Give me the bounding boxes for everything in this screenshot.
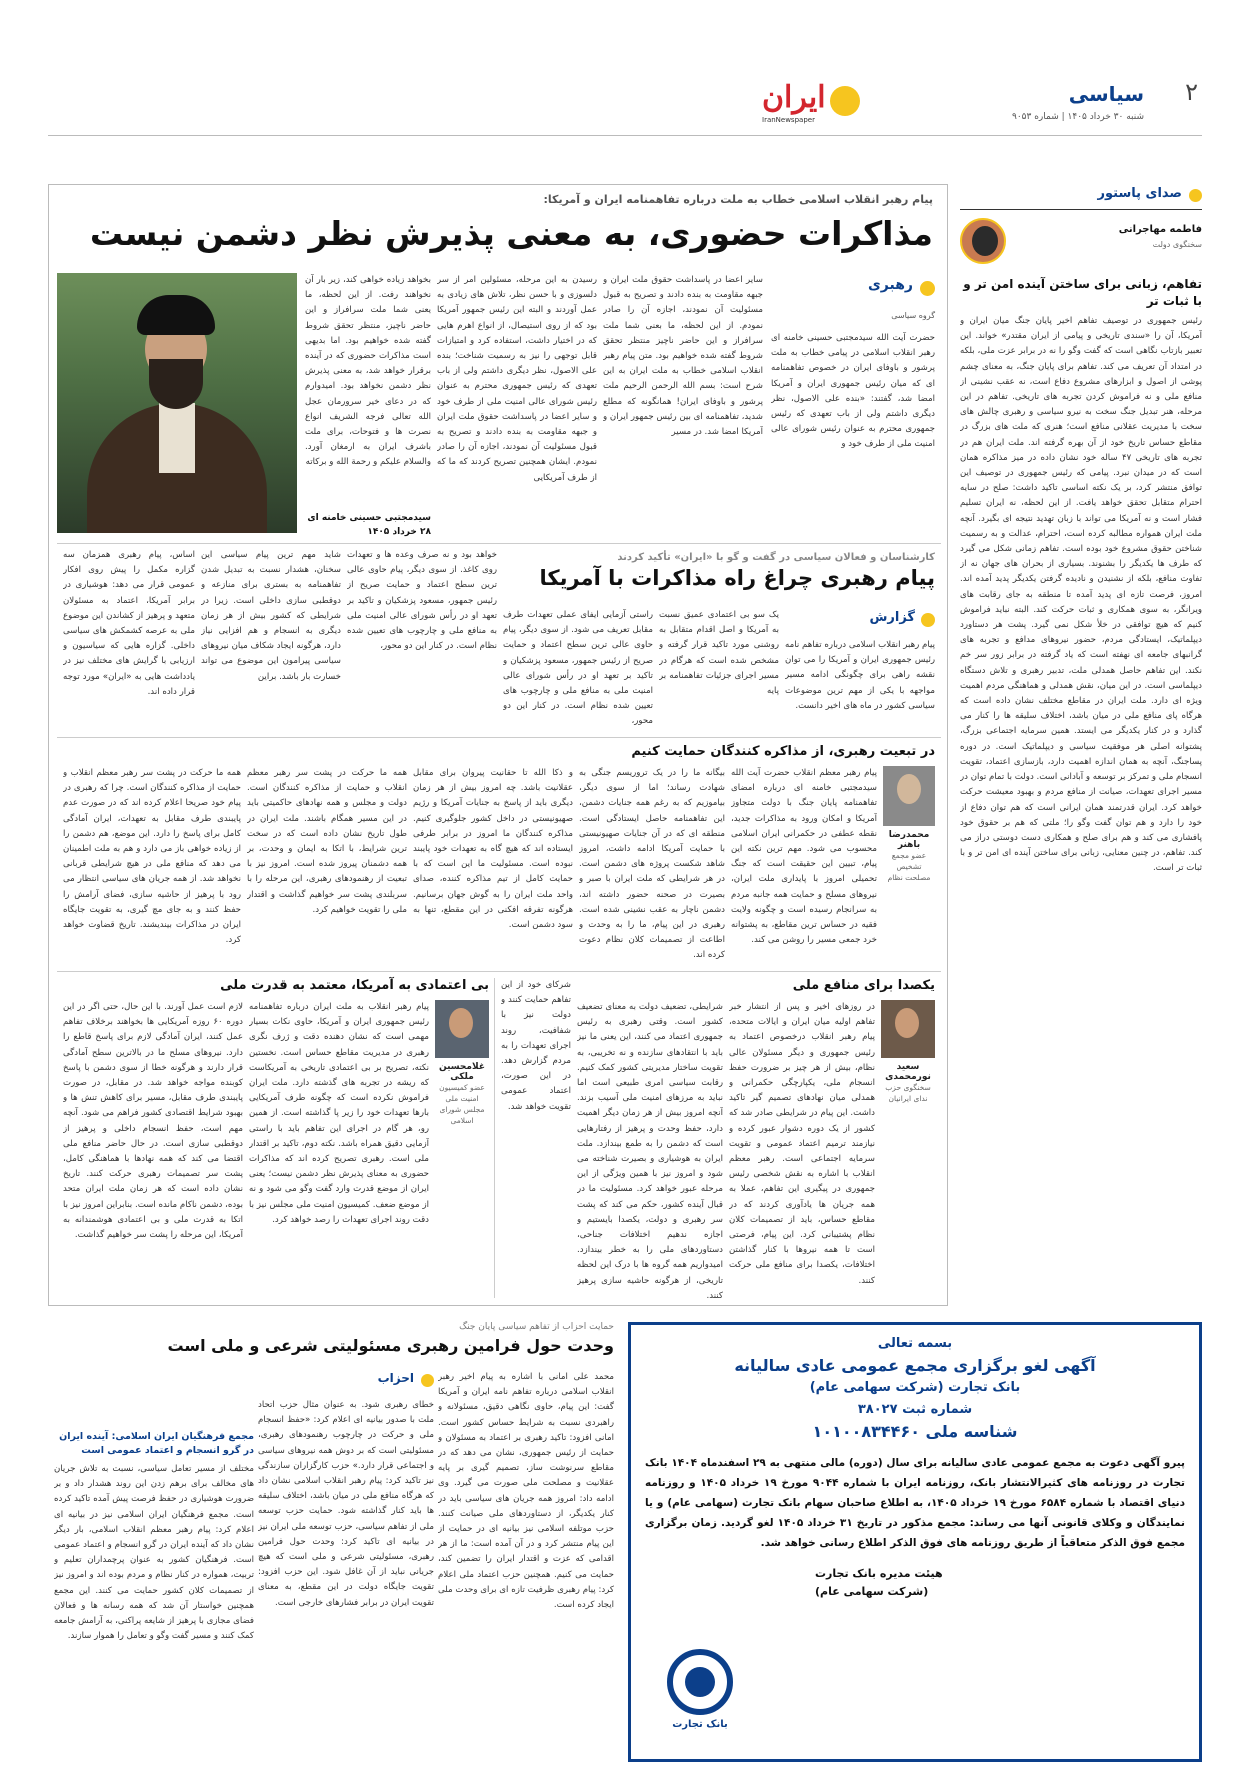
article-column: حضرت آیت الله سیدمجتبی حسینی خامنه ای رهبر انقلاب اسلامی در پیامی خطاب به ملت پرشور و باوفای ایران در خصوص تفاهمنامه ای که میان رئیس جمهوری ایران و آمریکا امضا شد، گفتند: «بنده علی الاصول، نظر دیگری داشتم ولی از باب تعهدی که رئیس جمهوری محترم به عنوان رئیس شورای عالی امنیت ملی از طرف خود و bbox=[771, 333, 935, 450]
sun-bullet-icon bbox=[920, 281, 935, 296]
article-column: شرکای خود از این تفاهم حمایت کنند و دولت نیز با شفافیت، روند اجرای تعهدات را به مردم گزارش دهد. در این صورت، اعتماد عمومی تقویت خواهد شد. bbox=[501, 980, 571, 1112]
label-text: احزاب bbox=[377, 1371, 414, 1385]
article-column: شاید مهم ترین پیام سیاسی این سخنان، هشدار نسبت به تبدیل شدن تفاهمنامه به بستری برای منازعه و دوقطبی سازی داخلی است. زیرا در شرایطی که کشور بیش از هر زمان دیگری به انسجام و هم افزایی نیاز دارد، هرگونه ایجاد شکاف میان نیروهای سیاسی پیرامون این موضوع می تواند خسارت بار باشد. براین bbox=[201, 550, 341, 682]
author-byline bbox=[881, 1000, 935, 1150]
article-column: بخواهد زیاده خواهی کند، زیر بار آن نخواهند رفت. از این لحظه، ما یعنی شما ملت سرافراز و این حاضر ناچیز، منتظر تحقق شروط گفته شده خواهیم بود. اما بدیهی است مذاکرات حضوری که در آینده برقرار خواهد شد، به معنی پذیرش نظر دشمن نخواهد بود. امیدوارم که در دعای خیر سرورمان عجل الله تعالی فرجه الشریف انواع نصرت ها و فتوحات، برای ملت باشرف ایران به ارمغان آورد. والسلام علیکم و رحمة الله و برکاته bbox=[305, 275, 431, 468]
report-kicker: کارشناسان و فعالان سیاسی در گفت و گو با «ایران» تأکید کردند bbox=[617, 552, 935, 563]
author-role: عضو مجمع تشخیص مصلحت نظام bbox=[887, 851, 931, 882]
author-name: غلامحسین ملکی bbox=[439, 1062, 485, 1082]
article-column: همه ما حرکت در پشت سر رهبر معظم انقلاب و حمایت از مذاکره کنندگان است. چرا که رهبری در پیام خود صریحا اعلام کرده اند که در صورت عدم پایبندی طرف مقابل به تعهدات، ایران آمادگی کامل برای پاسخ را دارد. این موضع، هم دشمن را از زیاده خواهی باز می دارد و هم به ملت اطمینان می دهد که منافع ملی در هیچ شرایطی قربانی نخواهد شد. از همه جریان های سیاسی انتظار می رود با پرهیز از حاشیه سازی، فضای آرامش را حفظ کنند و به جای مچ گیری، به تقویت جایگاه ایران در مذاکرات بیندیشند. تاریخ قضاوت خواهد کرد. bbox=[63, 768, 241, 946]
article-column: در روزهای اخیر و پس از انتشار خبر تفاهم اولیه میان ایران و ایالات متحده، پیام رهبر انقلاب درخصوص اعتماد به رئیس جمهوری و دیگر مسئولان عالی نظام، بیش از هر چیز بر ضرورت حفظ انسجام ملی، یکپارچگی حکمرانی و همدلی میان نهادهای تصمیم گیر تاکید داشت. این پیام در شرایطی صادر شد که کشور از یک دوره دشوار عبور کرده و نیازمند ترمیم اعتماد عمومی و تقویت سرمایه اجتماعی است. رهبر معظم انقلاب با اشاره به نقش شخصی رئیس جمهوری در پیگیری این تفاهم، عملا به همه جریان ها یادآوری کردند که در مقاطع حساس، باید از تصمیمات کلان نظام پشتیبانی کرد. این پیام، فرصتی است تا همه نیروها با کنار گذاشتن اختلافات، یکصدا برای منافع ملی حرکت کنند. bbox=[729, 1002, 875, 1286]
article-text: مختلف از مسیر تعامل سیاسی، نسبت به تلاش جریان های مخالف برای برهم زدن این روند هشدار داد و بر ضرورت هوشیاری در حفظ فرصت پیش آمده تاکید کرده است. مجمع فرهنگیان ایران اسلامی نیز در بیانیه ای اعلام کرد: پیام رهبر معظم انقلاب اسلامی، بار دیگر نشان داد که آینده ایران در گرو انسجام و اعتماد عمومی است. فرهنگیان کشور به عنوان پرچمداران تعلیم و تربیت، همواره در کنار نظام و مردم بوده اند و امروز نیز از تصمیمات کلان کشور حمایت می کنند. این مجمع همچنین خواستار آن شد که همه رسانه ها و فعالان فضای مجازی با پرهیز از شایعه پراکنی، به آرامش جامعه کمک کنند و مسیر گفت وگو و تعامل را هموار سازند. bbox=[54, 1464, 254, 1642]
article-column: شرایطی، تضعیف دولت به معنای تضعیف کشور است. وقتی رهبری به رئیس جمهوری اعتماد می کنند، این یعنی ما نیز باید با انتقادهای سازنده و نه تخریبی، به تقویت ساختار مدیریتی کشور کمک کنیم. رقابت سیاسی امری طبیعی است اما نباید به مرزهای امنیت ملی آسیب بزند. آنچه امروز بیش از هر زمان دیگر اهمیت دارد، حفظ وحدت و پرهیز از رفتارهایی است که دشمن را به طمع بیندازد. ملت ایران به هوشیاری و بصیرت شناخته می شود و امروز نیز با همین ویژگی از این مرحله عبور خواهد کرد. مسئولیت ما در قبال آینده کشور، حکم می کند که پشت سر رهبری و دولت، یکصدا بایستیم و اجازه ندهیم اختلافات جناحی، دستاوردهای ملی را به خطر بیندازد. امیدواریم همه گروه ها با درک این لحظه تاریخی، از هرگونه حاشیه سازی پرهیز کنند. bbox=[577, 1002, 723, 1300]
ad-title: آگهی لغو برگزاری مجمع عمومی عادی سالیانه bbox=[734, 1356, 1096, 1375]
avatar bbox=[960, 218, 1006, 264]
logo-wordmark: ایران bbox=[762, 80, 826, 115]
main-headline[interactable]: مذاکرات حضوری، به معنی پذیرش نظر دشمن نیست bbox=[89, 214, 933, 253]
bank-emblem-icon bbox=[667, 1649, 733, 1715]
leader-photo[interactable] bbox=[57, 273, 297, 533]
section-label bbox=[324, 1370, 434, 1392]
author-role: سخنگوی حزب ندای ایرانیان bbox=[885, 1083, 931, 1103]
sun-bullet-icon bbox=[921, 613, 935, 627]
author-name: سعید نورمحمدی bbox=[885, 1062, 931, 1082]
photo-beard bbox=[149, 359, 203, 409]
page-number: ۲ bbox=[1185, 78, 1198, 106]
headline-kicker: پیام رهبر انقلاب اسلامی خطاب به ملت درباره تفاهمنامه ایران و آمریکا: bbox=[543, 193, 933, 206]
column-label: صدای پاستور bbox=[1097, 186, 1182, 201]
label-text: گزارش bbox=[869, 610, 915, 625]
bank-notice-ad[interactable] bbox=[628, 1322, 1202, 1762]
main-feature-box bbox=[48, 184, 948, 1306]
author-byline bbox=[435, 1000, 489, 1150]
author-byline bbox=[960, 218, 1202, 270]
parties-news bbox=[48, 1322, 618, 1762]
article-column: سایر اعضا در پاسداشت حقوق ملت ایران و جبهه مقاومت به بنده دادند و تصریح به قبول مسئولیت آن نمودند، اجازه آن را صادر نمودم. از این لحظه، ما بعنی شما ملت سرافراز و این حاضر ناچیز منتظر تحقق شروط گفته شده خواهیم بود. متن پیام رهبر انقلاب اسلامی خطاب به ملت ایران به این شرح است: بسم الله الرحمن الرحیم ملت پرشور و باوفای ایران! همانگونه که مطلع شدید، تفاهمنامه ای بین رئیس جمهور ایران و آمریکا امضا شد. در مسیر bbox=[603, 275, 763, 438]
article-column: بیگانه ما را در یک تروریسم جنگی به شهادت رساند؛ اما از سوی دیگر، بیاموزیم که به رغم همه جنایات دشمن، این تفاهمنامه حاصل ایستادگی است. منطقه ای که در آن جنایات صهیونیستی با حمایت آمریکا ادامه داشت، امروز شاهد شکست پروژه های دشمن است. در هر شرایطی که ملت ایران با صبر و بصیرت در صحنه حضور داشته اند، دشمن ناچار به عقب نشینی شده است. رهبری در این پیام، ما را به وحدت و اطاعت از تصمیمات کلان نظام دعوت کرده اند. bbox=[579, 768, 725, 961]
sun-bullet-icon bbox=[1189, 189, 1202, 202]
report-title[interactable]: پیام رهبری چراغ راه مذاکرات با آمریکا bbox=[539, 566, 935, 590]
article-column bbox=[54, 1370, 254, 1760]
opinion-title[interactable]: بی اعتمادی به آمریکا، معتمد به قدرت ملی bbox=[220, 978, 489, 993]
news-kicker: حمایت احزاب از تفاهم سیاسی پایان جنگ bbox=[459, 1322, 614, 1332]
opinion-title[interactable]: یکصدا برای منافع ملی bbox=[792, 978, 935, 993]
ad-body: پیرو آگهی دعوت به مجمع عمومی عادی سالیانه برای سال (دوره) مالی منتهی به ۲۹ اسفندماه ۱۴۰۴ بانک تجارت در روزنامه های کثیرالانتشار بانک، روزنامه ایران با شماره ۹۰۴۴ مورخ ۱۹ خرداد ۱۴۰۵ و روزنامه دنیای اقتصاد با شماره ۶۵۸۴ مورخ ۱۹ خرداد ۱۴۰۵، به اطلاع صاحبان سهام بانک تجارت (سهامی عام) و یا نمایندگان و وکلای قانونی آنها می رساند: مجمع مذکور در تاریخ ۳۱ خرداد ۱۴۰۵ لغو گردید. زمان برگزاری مجمع فوق الذکر متعاقباً از طریق روزنامه های فوق الذکر اطلاع رسانی خواهد شد. bbox=[645, 1457, 1185, 1549]
author-photo bbox=[883, 766, 935, 826]
sub-headline[interactable]: مجمع فرهنگیان ایران اسلامی: آینده ایران در گرو انسجام و اعتماد عمومی است bbox=[59, 1431, 254, 1456]
newspaper-logo[interactable] bbox=[758, 80, 868, 128]
author-name: فاطمه مهاجرانی bbox=[1118, 224, 1202, 235]
signature-name: سیدمجتبی حسینی خامنه ای bbox=[307, 513, 431, 523]
article-column: و ذکا الله تا حقانیت پیروان برای مقابل عقلانیت باشد. چه امروز بیش از هر زمان دیگری باید از پاسخ به جنایات آمریکا و رژیم صهیونیستی در داخل کشور جلوگیری کنیم. مذاکره کنندگان ما امروز در برابر طرفی ایستاده اند که هیچ گاه به تعهدات خود پایبند نبوده است. مسئولیت ما این است که با حمایت کامل از تیم مذاکره کننده، صدای واحد ملت ایران را به گوش جهان برسانیم. هرگونه تفرقه افکنی در این مقطع، تنها به سود دشمن است. bbox=[413, 768, 573, 931]
ad-signature bbox=[645, 1565, 1185, 1601]
sun-icon bbox=[830, 86, 860, 116]
author-photo bbox=[435, 1000, 489, 1058]
column-header bbox=[960, 184, 1202, 210]
article-column: یک سو بی اعتمادی عمیق نسبت به آمریکا و اصل اقدام متقابل به روشنی مورد تاکید قرار گرفته و مشخص شده است که هرگام در مسیر اجرای جزئیات تفاهمنامه بر پایه bbox=[659, 610, 779, 697]
sun-bullet-icon bbox=[421, 1374, 434, 1387]
section-label bbox=[771, 271, 935, 320]
ad-line: بسمه تعالی bbox=[877, 1336, 953, 1351]
author-byline bbox=[883, 766, 935, 956]
label-text: رهبری bbox=[867, 277, 913, 293]
article-column: همه ما حرکت در پشت سر رهبر معظم انقلاب و حمایت از مذاکره کنندگان است. دولت و مجلس و همه نهادهای حاکمیتی باید در این مسیر همگام باشند. ملت ایران در طول تاریخ نشان داده است که در سخت ترین شرایط، با اتکا به ایمان و وحدت، بر همه دشمنان پیروز شده است. امروز نیز با تبعیت از رهنمودهای رهبری، این مرحله را با سربلندی پشت سر خواهیم گذاشت و اقتدار ملی را تقویت خواهیم کرد. bbox=[247, 768, 407, 915]
section-label bbox=[795, 608, 935, 632]
photo-turban bbox=[137, 295, 215, 335]
author-photo bbox=[881, 1000, 935, 1058]
author-role: سخنگوی دولت bbox=[1152, 240, 1202, 249]
photo-collar bbox=[159, 403, 195, 473]
article-column: اساس، پیام رهبری همزمان سه گزاره مکمل را پیش روی افکار عمومی قرار می دهد: هوشیاری در برابر آمریکا، اعتماد به مسئولان متعهد و پرهیز از کشاندن این موضوع ملی به عرصه کشمکش های سیاسی داخلی. گزاره هایی که سیاسیون و ارزیابی با گرایش های مختلف نیز در یادداشت هایی به «ایران» مورد توجه قرار داده اند. bbox=[63, 550, 195, 697]
bank-logo-text: بانک تجارت bbox=[672, 1719, 728, 1730]
article-column: رسیدن به این مرحله، مسئولین امر از سر دلسوزی و با حسن نظر، تلاش های زیادی به عمل آوردند و البته این رئیس جمهور آمریکا بود که از روی استیصال، از انواع اهرم هایی که در اختیار داشت، استفاده کرد و امتیازات قابل توجهی را نیز به رسمیت شناخت؛ بنده علی الاصول، نظر دیگری داشتم ولی از باب تعهدی که رئیس جمهوری محترم به عنوان رئیس شورای عالی امنیت ملی از طرف خود و سایر اعضا در پاسداشت حقوق ملت ایران و جبهه مقاومت به بنده دادند و تصریح به قبول مسئولیت آن نمودند، اجازه آن را صادر نمودم. ایشان همچنین تصریح کردند که ما که از طرف آمریکایی bbox=[437, 275, 597, 483]
news-title[interactable]: وحدت حول فرامین رهبری مسئولیتی شرعی و ملی است bbox=[167, 1336, 614, 1355]
ad-line: شماره ثبت ۳۸۰۲۷ bbox=[857, 1402, 973, 1417]
signature bbox=[305, 511, 431, 539]
article-column: محمد علی امانی با اشاره به پیام اخیر رهبر انقلاب اسلامی درباره تفاهم نامه ایران و آمریکا گفت: این پیام، حاوی نگاهی دقیق، مسئولانه و راهبردی نسبت به شرایط حساس کشور است. امانی افزود: تاکید رهبری بر اعتماد به مسئولان و حمایت از رئیس جمهوری، نشان می دهد که در مقاطع سرنوشت ساز، تصمیم گیری بر پایه عقلانیت و مصلحت ملی صورت می گیرد. وی ادامه داد: امروز همه جریان های سیاسی باید در کنار یکدیگر، از دستاوردهای ملی صیانت کنند. حزب موتلفه اسلامی نیز بیانیه ای در حمایت از این پیام منتشر کرد و در آن آمده است: ما از هر اقدامی که عزت و اقتدار ایران را تضمین کند، حمایت می کنیم. همچنین حزب اعتماد ملی اعلام کرد: پیام رهبری ظرفیت تازه ای برای وحدت ملی ایجاد کرده است. bbox=[438, 1372, 614, 1611]
date-line: شنبه ۳۰ خرداد ۱۴۰۵ | شماره ۹۰۵۳ bbox=[1012, 112, 1144, 122]
section-name: سیاسی bbox=[1068, 82, 1144, 106]
article-column: لازم است عمل آورند. با این حال، حتی اگر در این دوره ۶۰ روزه آمریکایی ها بخواهند برخلاف تفاهم عمل کنند، ایران آمادگی لازم برای پاسخ قاطع را دارد. نیروهای مسلح ما در بالاترین سطح آمادگی قرار دارند و هرگونه خطا از سوی دشمن با پاسخ کوبنده مواجه خواهد شد. در مقابل، در صورت پایبندی طرف مقابل، مسیر برای کاهش تنش ها و بهبود شرایط اقتصادی کشور فراهم می شود. آنچه مهم است، حفظ انسجام داخلی و پرهیز از دوقطبی سازی است. در حال حاضر منافع ملی اقتضا می کند که همه نهادها با هماهنگی کامل، پشت سر تصمیمات رهبری حرکت کنند. تاریخ نشان داده است که هر زمان ملت ایران متحد بوده، دشمن ناکام مانده است. بنابراین امروز نیز با اتکا به قدرت ملی و بی اعتمادی هوشمندانه به آمریکا، این مرحله را پشت سر خواهیم گذاشت. bbox=[63, 1002, 243, 1241]
logo-subtitle: IranNewspaper bbox=[762, 116, 815, 124]
report-section bbox=[57, 543, 941, 733]
ad-signature-line: هیئت مدیره بانک تجارت bbox=[815, 1567, 943, 1580]
opinion-pair bbox=[57, 971, 941, 1303]
column-pasteur-voice bbox=[960, 184, 1202, 1306]
ad-line: بانک تجارت (شرکت سهامی عام) bbox=[809, 1380, 1021, 1395]
article-column: راستی آزمایی ایفای عملی تعهدات طرف مقابل تعریف می شود. از سوی دیگر، پیام حاوی عالی ترین سطح اعتماد و حمایت صریح از رئیس جمهور، مسعود پزشکیان و تاکید بر تعهد او در رأس شورای عالی امنیت ملی به منافع ملی و چارچوب های تعیین شده نظام است. در کنار این دو محور، bbox=[503, 610, 653, 727]
author-role: عضو کمیسیون امنیت ملی مجلس شورای اسلامی bbox=[439, 1083, 485, 1125]
article-column: پیام رهبر معظم انقلاب حضرت آیت الله سیدمجتبی خامنه ای درباره امضای تفاهمنامه پایان جنگ با دولت متجاوز آمریکا و امکان ورود به مذاکرات جدید، نقطه عطفی در حکمرانی ایران اسلامی محسوب می شود. مهم ترین نکته این پیام، تبیین این حقیقت است که جنگ تحمیلی امروز با پایداری ملت ایران، نیروهای مسلح و حمایت همه جانبه مردم به سرانجام رسیده است و چگونه ولایت فقیه در حساس ترین مقاطع، به پشتوانه خرد جمعی مسیر را روشن می کند. bbox=[731, 768, 877, 946]
signature-date: ۲۸ خرداد ۱۴۰۵ bbox=[367, 527, 431, 537]
opinion-title[interactable]: در تبعیت رهبری، از مذاکره کنندگان حمایت کنیم bbox=[631, 744, 935, 759]
article-column: خطای رهبری شود. به عنوان مثال حزب اتحاد ملت با صدور بیانیه ای اعلام کرد: «حفظ انسجام ملی و حرکت در چارچوب رهنمودهای رهبری، مسئولیتی است که بر دوش همه نیروهای سیاسی و اجتماعی قرار دارد.» حزب کارگزاران سازندگی نیز تاکید کرد: پیام رهبر انقلاب اسلامی نشان داد که هرگاه منافع ملی در میان باشد، اختلاف سلیقه ها باید کنار گذاشته شود. حمایت حزب توسعه ملی از تفاهم سیاسی، حزب توسعه ملی ایران نیز در بیانیه ای تاکید کرد: وحدت حول فرامین رهبری، مسئولیتی شرعی و ملی است که هیچ جریانی نباید از آن غافل شود. این حزب افزود: تقویت جایگاه دولت در این مقطع، به معنای تقویت ایران در برابر فشارهای خارجی است. bbox=[258, 1400, 434, 1608]
author-name: محمدرضا باهنر bbox=[888, 830, 930, 850]
column-divider bbox=[494, 978, 495, 1298]
article-column: خواهد بود و نه صرف وعده ها و تعهدات روی کاغذ. از سوی دیگر، پیام حاوی عالی ترین سطح اعتماد و حمایت صریح از رئیس جمهور، مسعود پزشکیان و تاکید بر تعهد او در رأس شورای عالی امنیت ملی به منافع ملی و چارچوب های تعیین شده نظام است. در کنار این دو محور، bbox=[347, 550, 497, 652]
bank-logo bbox=[657, 1649, 743, 1741]
desk-label: گروه سیاسی bbox=[891, 311, 935, 320]
article-title[interactable]: تفاهم، زبانی برای ساختن آینده امن تر و با ثبات تر bbox=[963, 277, 1202, 308]
ad-line: شناسه ملی ۱۰۱۰۰۸۳۴۴۶۰ bbox=[812, 1422, 1018, 1441]
ad-signature-line: (شرکت سهامی عام) bbox=[815, 1585, 929, 1598]
masthead bbox=[48, 76, 1202, 136]
opinion-bahonar bbox=[57, 737, 941, 967]
article-column: پیام رهبر انقلاب اسلامی درباره تفاهم نامه رئیس جمهوری ایران و آمریکا را می توان نقشه راهی برای چگونگی ادامه مسیر مواجهه با یکی از مهم ترین موضوعات سیاسی کشور در ماه های اخیر دانست. bbox=[785, 640, 935, 711]
article-body: رئیس جمهوری در توصیف تفاهم اخیر پایان جنگ میان ایران و آمریکا، آن را «سندی تاریخی و پیامی از ایران مقتدر» خواند. این تعبیر بازتاب نگاهی است که گفت وگو را نه در برابر عزت ملی، بلکه در امتداد آن تعریف می کند. تفاهم برای پایان جنگ، به معنای چشم پوشی از اصول و ابزارهای مشروع دفاع است، نه عقب نشینی از منافع ملی و نه فراموش کردن تجربه های تاریخی. تفاهم در این مرحله، هنر تبدیل جنگ سخت به نیرو سیاسی و رهبری چالش های سخت با مدیریت عقلانی منافع است؛ هنری که ملت های بزرگ در مقاطع حساس تاریخ خود از آن بهره گرفته اند. ملت ایران هم در تجربه های تاریخی ۴۷ ساله خود نشان داده در میز مذاکره همان است که در میدان نبرد. پیامی که رئیس جمهوری در توصیف این توافق منتشر کرد، بر یک نکته اساسی تاکید داشت: صلح در سایه احترام متقابل تحقق خواهد یافت. از این لحظه، نه ایران تسلیم فشار است و نه آمریکا می تواند با زبان تهدید نتیجه ای بگیرد. آنچه ملت ایران همواره مطالبه کرده است، احترام، عدالت و به رسمیت شناختن حقوق مشروع خود بوده است. تفاهم زمانی شکل می گیرد که طرف ها یکدیگر را بشنوند. بسیاری از بحران های جهان نه از تفاوت منافع، بلکه از نشنیدن و نادیده گرفتن یکدیگر پدید آمده اند. امروز، فرصت تازه ای پدید آمده تا منطقه به جای رقابت های ویرانگر، به سوی همکاری و ثبات حرکت کند. البته نباید فراموش کنیم که هیچ توافقی در خلأ شکل نمی گیرد. پشت هر دستاورد دیپلماتیک، ایستادگی مردم، حضور نیروهای مدافع و تجربه های گرانبهای جامعه ای نهفته است که یاد گرفته در برابر زور سر خم نکند. این تفاهم حاصل همدلی ملت، تدبیر رهبری و تلاش دستگاه دیپلماسی است. در این میان، نقش همدلی و هماهنگی مردم اهمیت ویژه ای دارد. ملت ایران در مقاطع مختلف نشان داده است که هرگاه پای منافع ملی در میان باشد، اختلاف سلیقه ها را کنار می گذارد و در کنار یکدیگر می ایستد. همین سرمایه اجتماعی بزرگ، پشتوانه اصلی هر موفقیت سیاسی و دیپلماتیک است. در دوره پساجنگ، آنچه به همان اندازه اهمیت دارد، بازسازی اعتماد، تقویت انسجام ملی و تمرکز بر توسعه و آبادانی است. دولت با تمام توان در مسیر اجرای تعهدات، صیانت از منافع مردم و بهبود معیشت حرکت خواهد کرد. ایران قدرتمند همان ایرانی است که هم توان دفاع از خود را دارد و هم توان گفت وگو را؛ ملتی که هم بر حقوق خود پافشاری می کند و هم برای صلح و همکاری دست دوستی دراز می کند. تفاهم، در چنین معنایی، زبانی برای ساختن آینده ای امن تر و با ثبات تر است. bbox=[960, 316, 1202, 874]
article-column: پیام رهبر انقلاب به ملت ایران درباره تفاهمنامه رئیس جمهوری ایران و آمریکا، حاوی نکات بسیار مهمی است که نشان دهنده دقت و ژرف نگری رهبری در مدیریت مقاطع حساس است. نخستین نکته، تصریح بر بی اعتمادی تاریخی به آمریکاست که ریشه در تجربه های گذشته دارد. ملت ایران فراموش نکرده است که چگونه طرف آمریکایی بارها تعهدات خود را زیر پا گذاشته است. از همین رو، هر گام در اجرای این تفاهم باید با راستی آزمایی دقیق همراه باشد. نکته دوم، تاکید بر اقتدار ملی است. رهبری تصریح کرده اند که مذاکرات حضوری به معنای پذیرش نظر دشمن نیست؛ یعنی ایران از موضع قدرت وارد گفت وگو می شود و نه از موضع ضعف. کمیسیون امنیت ملی مجلس نیز با دقت روند اجرای تعهدات را رصد خواهد کرد. bbox=[249, 1002, 429, 1225]
